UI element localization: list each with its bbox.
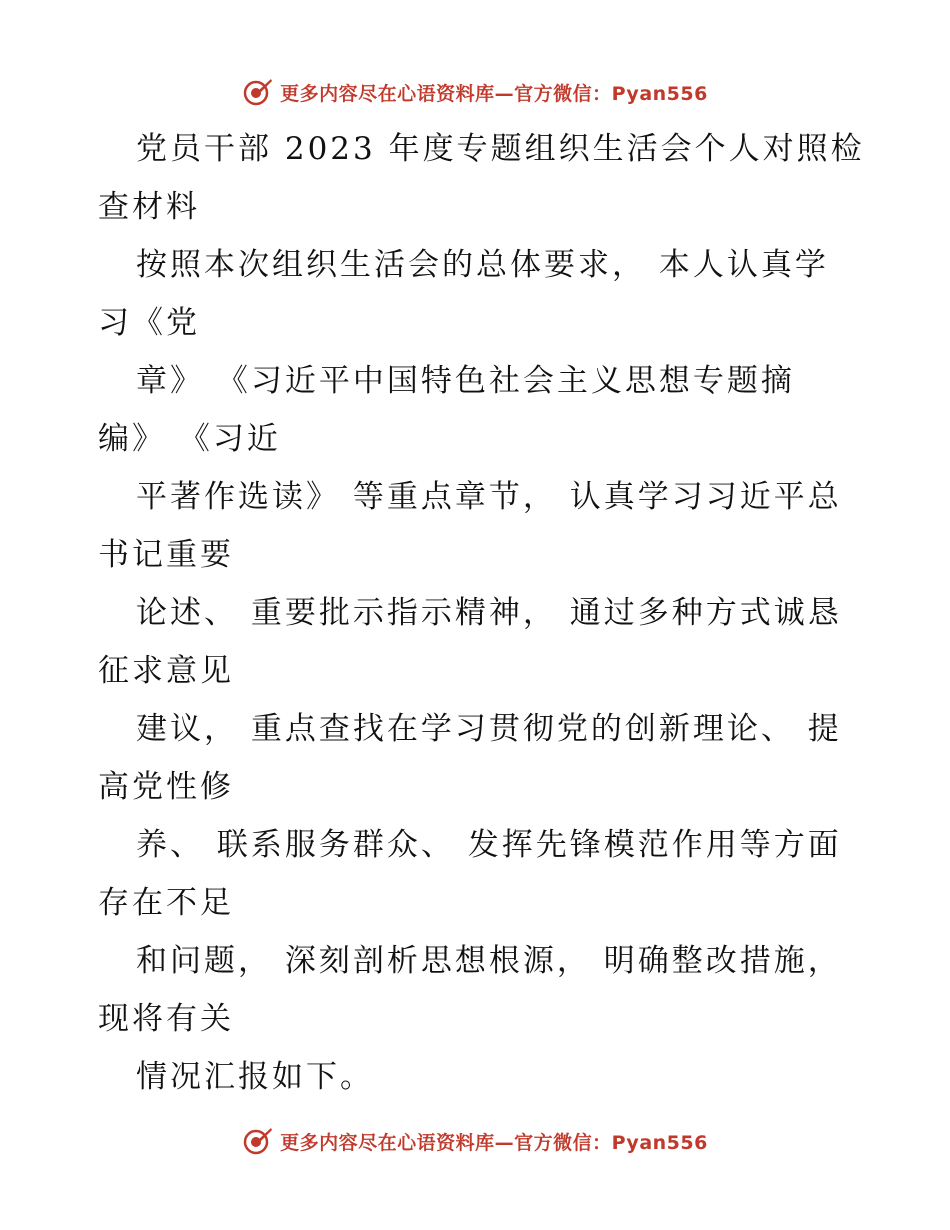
text-line: 查材料 xyxy=(98,189,200,225)
text-line: 党员干部 2023 年度专题组织生活会个人对照检 xyxy=(136,131,865,167)
text-line: 建议， 重点查找在学习贯彻党的创新理论、 提 xyxy=(136,711,842,747)
text-line: 存在不足 xyxy=(98,885,234,921)
text-line: 章》 《习近平中国特色社会主义思想专题摘 xyxy=(136,363,795,399)
quill-seal-icon xyxy=(242,1125,274,1157)
text-line: 论述、 重要批示指示精神， 通过多种方式诚恳 xyxy=(136,595,842,631)
text-line: 编》 《习近 xyxy=(98,421,281,457)
text-line: 平著作选读》 等重点章节， 认真学习习近平总 xyxy=(136,479,842,515)
text-line: 高党性修 xyxy=(98,769,234,805)
footer-banner-text: 更多内容尽在心语资料库—官方微信：Pyan556 xyxy=(280,1131,708,1154)
text-line: 现将有关 xyxy=(98,1001,234,1037)
text-line: 和问题， 深刻剖析思想根源， 明确整改措施， xyxy=(136,943,842,979)
text-line: 按照本次组织生活会的总体要求， 本人认真学 xyxy=(136,247,829,283)
text-line: 书记重要 xyxy=(98,537,234,573)
document-body xyxy=(98,120,865,1106)
text-line: 征求意见 xyxy=(98,653,234,689)
text-line: 养、 联系服务群众、 发挥先锋模范作用等方面 xyxy=(136,827,842,863)
text-line: 习《党 xyxy=(98,305,200,341)
header-banner-text: 更多内容尽在心语资料库—官方微信：Pyan556 xyxy=(280,82,708,105)
quill-seal-icon xyxy=(242,76,274,108)
text-line: 情况汇报如下。 xyxy=(136,1059,374,1095)
footer-watermark-banner xyxy=(0,1121,950,1161)
header-watermark-banner xyxy=(0,72,950,112)
